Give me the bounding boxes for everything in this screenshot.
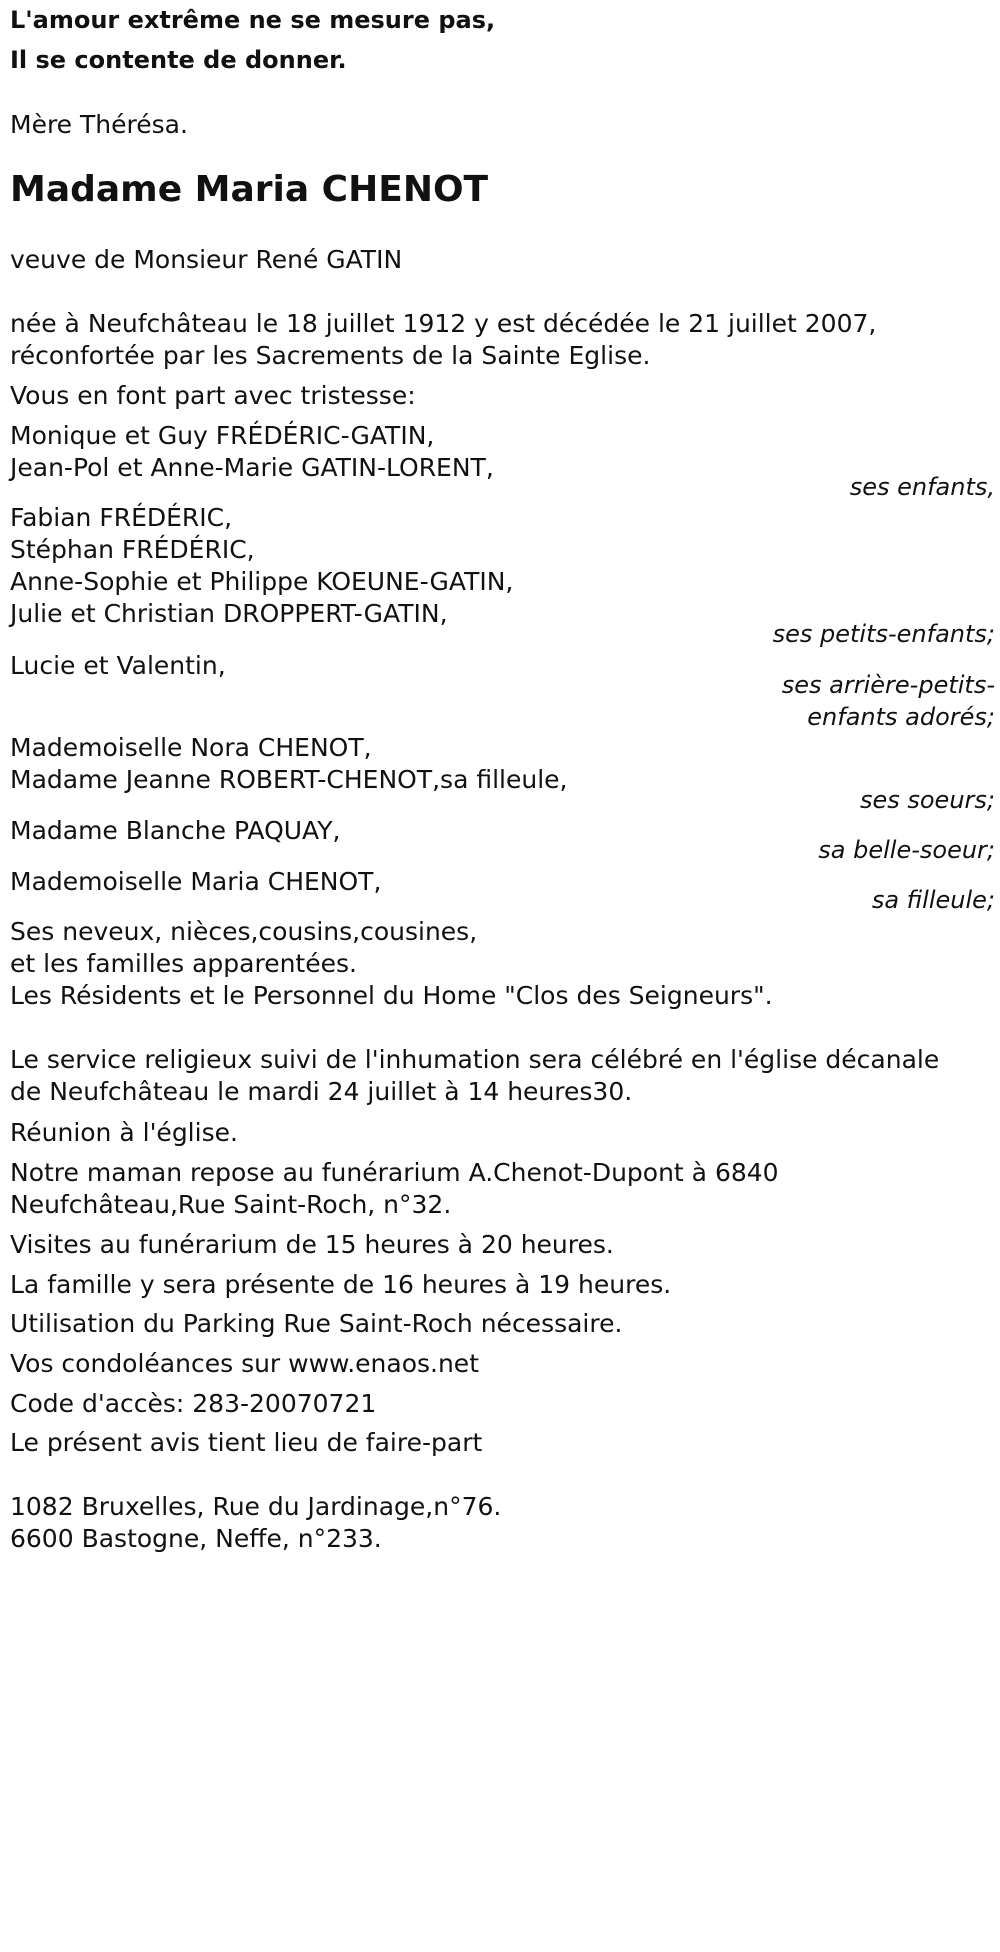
great-grandchildren-label-2: enfants adorés;: [807, 703, 995, 731]
address-line: 6600 Bastogne, Neffe, n°233.: [10, 1524, 382, 1553]
grandchild-line: Julie et Christian DROPPERT-GATIN,: [10, 599, 448, 628]
grandchild-line: Fabian FRÉDÉRIC,: [10, 503, 233, 532]
great-grandchildren-label-1: ses arrière-petits-: [781, 671, 995, 699]
sister-in-law-line: Madame Blanche PAQUAY,: [10, 816, 341, 845]
great-grandchild-line: Lucie et Valentin,: [10, 651, 226, 680]
grandchild-line: Anne-Sophie et Philippe KOEUNE-GATIN,: [10, 567, 514, 596]
children-label: ses enfants,: [849, 473, 995, 501]
rest-line-2: Neufchâteau,Rue Saint-Roch, n°32.: [10, 1190, 452, 1219]
birth-death: née à Neufchâteau le 18 juillet 1912 y est décédée le 21 juillet 2007,: [10, 309, 877, 338]
widow-of: veuve de Monsieur René GATIN: [10, 245, 403, 274]
access-code: Code d'accès: 283-20070721: [10, 1389, 377, 1418]
goddaughter-line: Mademoiselle Maria CHENOT,: [10, 867, 382, 896]
grandchildren-label: ses petits-enfants;: [772, 620, 995, 648]
rest-line-1: Notre maman repose au funérarium A.Chenot-Dupont à 6840: [10, 1158, 779, 1187]
quote-author: Mère Thérésa.: [10, 110, 188, 139]
parking: Utilisation du Parking Rue Saint-Roch nécessaire.: [10, 1309, 623, 1338]
quote-line-1: L'amour extrême ne se mesure pas,: [10, 6, 496, 34]
sister-line: Madame Jeanne ROBERT-CHENOT,sa filleule,: [10, 765, 568, 794]
announcement: Vous en font part avec tristesse:: [10, 381, 416, 410]
meeting: Réunion à l'église.: [10, 1118, 238, 1147]
goddaughter-label: sa filleule;: [871, 886, 995, 914]
child-line: Jean-Pol et Anne-Marie GATIN-LORENT,: [10, 453, 494, 482]
address-line: 1082 Bruxelles, Rue du Jardinage,n°76.: [10, 1492, 502, 1521]
sister-in-law-label: sa belle-soeur;: [818, 836, 995, 864]
condolences: Vos condoléances sur www.enaos.net: [10, 1349, 479, 1378]
others-line: et les familles apparentées.: [10, 949, 357, 978]
child-line: Monique et Guy FRÉDÉRIC-GATIN,: [10, 421, 435, 450]
family-present: La famille y sera présente de 16 heures à 19 heures.: [10, 1270, 672, 1299]
grandchild-line: Stéphan FRÉDÉRIC,: [10, 535, 255, 564]
service-line-2: de Neufchâteau le mardi 24 juillet à 14 heures30.: [10, 1077, 633, 1106]
others-line: Ses neveux, nièces,cousins,cousines,: [10, 917, 478, 946]
others-line: Les Résidents et le Personnel du Home "Clos des Seigneurs".: [10, 981, 773, 1010]
quote-line-2: Il se contente de donner.: [10, 46, 347, 74]
visits: Visites au funérarium de 15 heures à 20 heures.: [10, 1230, 614, 1259]
sister-line: Mademoiselle Nora CHENOT,: [10, 733, 372, 762]
sacraments: réconfortée par les Sacrements de la Sainte Eglise.: [10, 341, 651, 370]
service-line-1: Le service religieux suivi de l'inhumation sera célébré en l'église décanale: [10, 1045, 940, 1074]
deceased-name: Madame Maria CHENOT: [10, 169, 489, 210]
sisters-label: ses soeurs;: [859, 786, 995, 814]
notice: Le présent avis tient lieu de faire-part: [10, 1428, 483, 1457]
death-notice: [10, 0, 995, 1952]
